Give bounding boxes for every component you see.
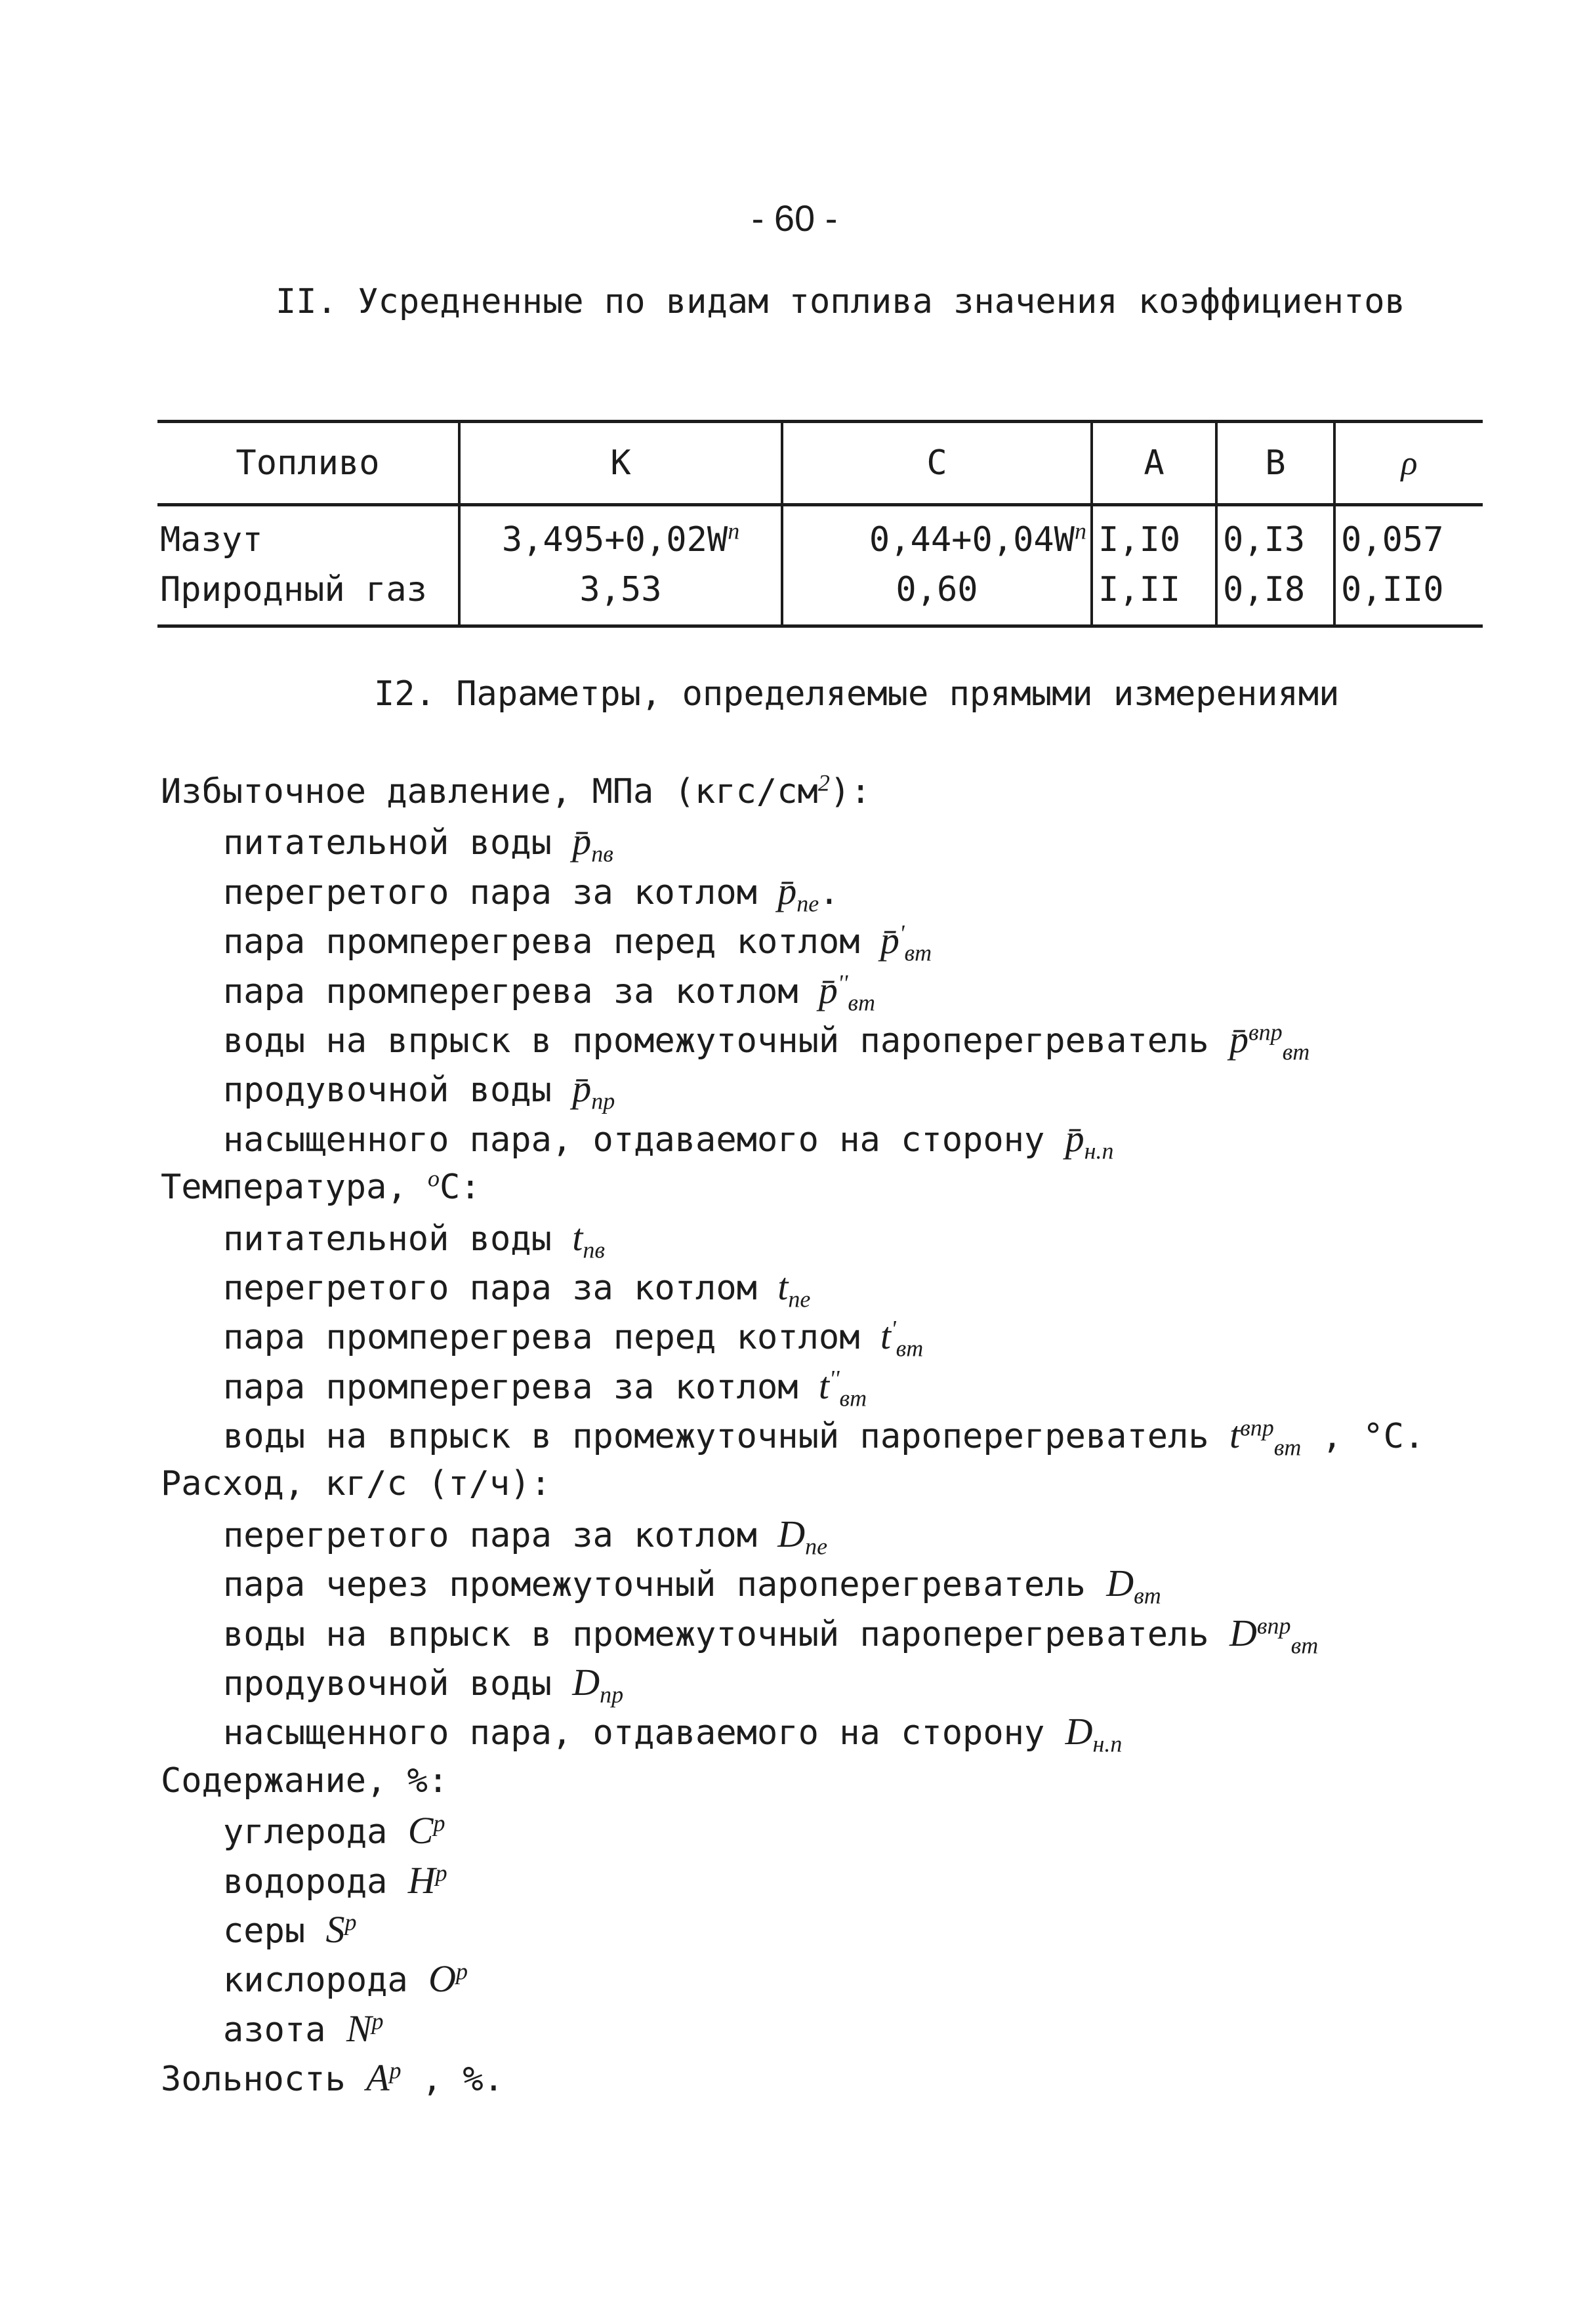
- cell-a: I,II: [1092, 565, 1216, 626]
- section-12-title: I2. Параметры, определяемые прямыми измерениями: [374, 674, 1340, 714]
- section-11-title: II. Усредненные по видам топлива значения коэффициентов: [276, 282, 1405, 321]
- parameter-item: воды на впрыск в промежуточный пароперегреватель $t^{впр}_{вт}$ , °С.: [223, 1414, 1425, 1461]
- cell-fuel: Мазут: [160, 520, 263, 560]
- cell-b: 0,I3: [1216, 505, 1334, 565]
- ash-line: Зольность $A^р$ , %.: [161, 2056, 505, 2100]
- parameter-item: пара промперегрева перед котлом $t'_{вт}$: [223, 1315, 924, 1362]
- parameter-item: перегретого пара за котлом $D_{пе}$: [223, 1512, 828, 1560]
- cell-rho: 0,II0: [1334, 565, 1483, 626]
- parameter-item: перегретого пара за котлом $p̄_{пе}$.: [223, 869, 840, 917]
- table-row: [157, 505, 1483, 565]
- header-c: С: [782, 422, 1092, 505]
- cell-c: 0,60: [782, 565, 1092, 626]
- parameter-item: пара промперегрева перед котлом $p̄'_{вт}$: [223, 919, 932, 966]
- parameter-item: насыщенного пара, отдаваемого на сторону $p̄_{н.п}$: [223, 1116, 1114, 1164]
- parameter-item: пара через промежуточный пароперегреватель $D_{вт}$: [223, 1562, 1161, 1609]
- parameter-item: пара промперегрева за котлом $p̄''_{вт}$: [223, 968, 875, 1015]
- parameter-item: водорода $H^р$: [223, 1858, 447, 1902]
- parameter-item: продувочной воды $p̄_{пр}$: [223, 1067, 615, 1114]
- cell-fuel: Природный газ: [157, 565, 459, 626]
- cell-rho: 0,057: [1334, 505, 1483, 565]
- page-number: - 60 -: [751, 197, 838, 239]
- parameter-item: воды на впрыск в промежуточный пароперегреватель p̄$^{впр}_{вт}$: [223, 1017, 1310, 1065]
- parameter-item: кислорода $O^р$: [223, 1957, 468, 2001]
- parameter-item: питательной воды $t_{пв}$: [223, 1215, 605, 1263]
- parameter-item: продувочной воды $D_{пр}$: [223, 1661, 624, 1708]
- cell-k: $3,495+0,02W^п$: [459, 505, 782, 565]
- parameter-item: азота $N^р$: [223, 2007, 384, 2050]
- parameter-item: насыщенного пара, отдаваемого на сторону $D_{н.п}$: [223, 1710, 1123, 1757]
- header-a: А: [1092, 422, 1216, 505]
- header-k: К: [459, 422, 782, 505]
- table-row: [157, 565, 1483, 626]
- table-header-row: [157, 422, 1483, 505]
- parameter-item: перегретого пара за котлом $t_{пе}$: [223, 1265, 811, 1313]
- coefficients-table: [157, 420, 1483, 628]
- header-rho: ρ: [1334, 422, 1483, 505]
- group-heading: Температура, $^о$С:: [161, 1165, 481, 1208]
- header-fuel: Топливо: [157, 422, 459, 505]
- group-heading: Избыточное давление, МПа $(кгс/см^2)$:: [161, 769, 871, 811]
- parameter-list: [161, 767, 1538, 2103]
- parameter-item: углерода $C^р$: [223, 1809, 445, 1852]
- cell-k: 3,53: [459, 565, 782, 626]
- header-b: В: [1216, 422, 1334, 505]
- parameter-item: питательной воды $p̄_{пв}$: [223, 820, 613, 867]
- parameter-item: воды на впрыск в промежуточный пароперегреватель $D^{впр}_{вт}$: [223, 1611, 1319, 1659]
- parameter-item: пара промперегрева за котлом $t''_{вт}$: [223, 1364, 867, 1412]
- cell-c: $0,44+0,04W^п$: [782, 505, 1092, 565]
- group-heading: Расход, кг/с (т/ч):: [161, 1464, 551, 1504]
- cell-a: I,I0: [1092, 505, 1216, 565]
- cell-b: 0,I8: [1216, 565, 1334, 626]
- group-heading: Содержание, %:: [161, 1761, 449, 1801]
- parameter-item: серы $S^р$: [223, 1907, 357, 1951]
